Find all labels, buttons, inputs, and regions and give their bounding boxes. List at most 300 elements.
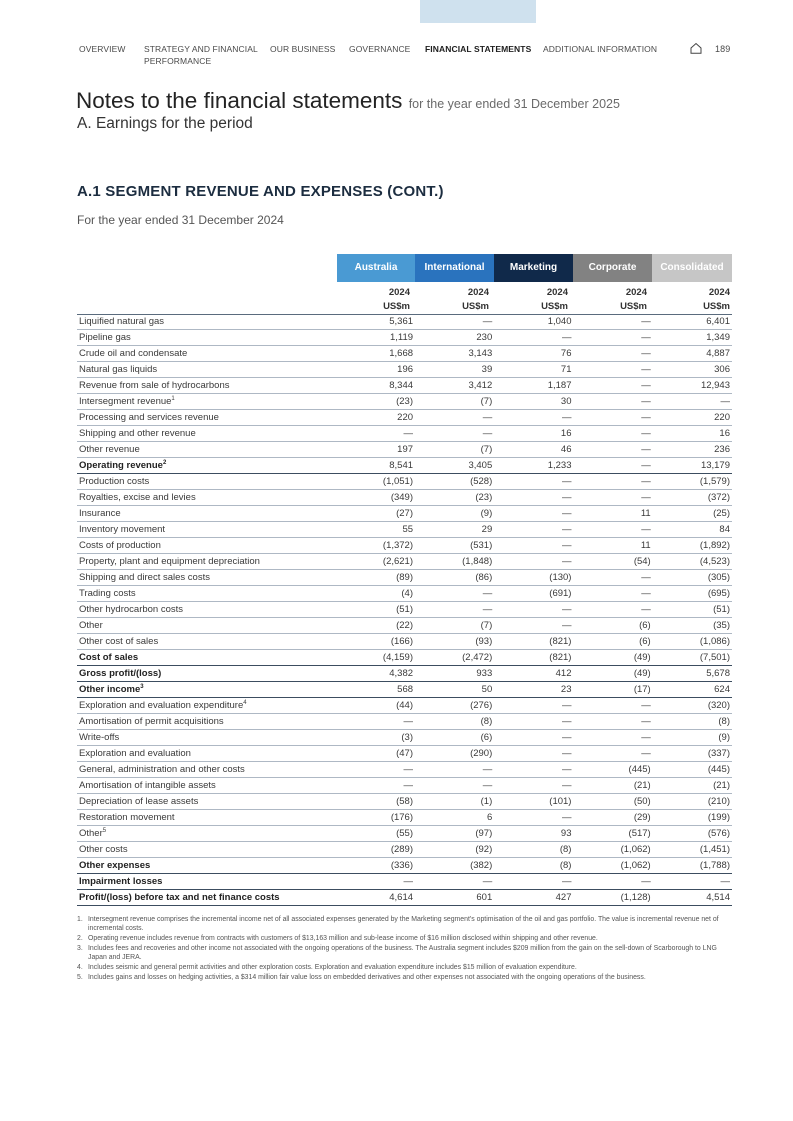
table-row [77, 778, 732, 794]
row-label-text: Shipping and direct sales costs [79, 572, 210, 583]
column-header-corporate: Corporate [573, 254, 652, 282]
cell-value: (691) [494, 586, 573, 602]
segment-table-body [77, 314, 732, 906]
cell-value: — [573, 874, 652, 890]
cell-value: 1,349 [653, 330, 732, 346]
cell-value: (289) [336, 842, 415, 858]
cell-value: 3,143 [415, 346, 494, 362]
row-label [77, 378, 336, 394]
cell-value: 71 [494, 362, 573, 378]
footnote-text: Includes seismic and general permit activities and other exploration costs. Exploration and evaluation expenditure includes $15 million of evaluation expenditure. [88, 964, 577, 971]
row-label [77, 330, 336, 346]
row-label [77, 698, 336, 714]
home-icon[interactable] [690, 42, 702, 54]
table-subtitle: For the year ended 31 December 2024 [77, 213, 284, 227]
cell-value: 29 [415, 522, 494, 538]
row-label-text: Property, plant and equipment depreciation [79, 556, 260, 567]
row-label-text: Impairment losses [79, 876, 163, 887]
cell-value: — [573, 442, 652, 458]
cell-value: (51) [653, 602, 732, 618]
cell-value: (531) [415, 538, 494, 554]
row-label-text: Inventory movement [79, 524, 166, 535]
row-label-text: General, administration and other costs [79, 764, 245, 775]
cell-value: (8) [494, 858, 573, 874]
table-row [77, 394, 732, 410]
row-label [77, 746, 336, 762]
cell-value: (49) [573, 666, 652, 682]
row-label [77, 362, 336, 378]
cell-value: (821) [494, 634, 573, 650]
row-label [77, 794, 336, 810]
row-label-text: Processing and services revenue [79, 412, 219, 423]
cell-value: (176) [336, 810, 415, 826]
row-label-text: Liquified natural gas [79, 316, 165, 327]
cell-value: (35) [653, 618, 732, 634]
cell-value: (290) [415, 746, 494, 762]
row-label [77, 426, 336, 442]
cell-value: (9) [653, 730, 732, 746]
footnote-ref: 5 [102, 827, 107, 834]
cell-value: — [494, 410, 573, 426]
row-label-text: Royalties, excise and levies [79, 492, 196, 503]
footnote-item [77, 973, 733, 982]
cell-value: — [573, 698, 652, 714]
cell-value: 8,344 [336, 378, 415, 394]
cell-value: — [336, 762, 415, 778]
cell-value: (7) [415, 618, 494, 634]
cell-value: 601 [415, 890, 494, 906]
cell-value: 30 [494, 394, 573, 410]
cell-value: — [573, 714, 652, 730]
table-row [77, 506, 732, 522]
nav-governance[interactable]: GOVERNANCE [349, 44, 411, 54]
cell-value: 6,401 [653, 314, 732, 330]
cell-value: (86) [415, 570, 494, 586]
row-label [77, 666, 336, 682]
footnote-ref: 3 [140, 683, 144, 690]
cell-value: 4,514 [653, 890, 732, 906]
cell-value: 236 [653, 442, 732, 458]
cell-value: (7,501) [653, 650, 732, 666]
unit-label: US$m [383, 301, 410, 312]
row-label [77, 762, 336, 778]
row-label [77, 410, 336, 426]
cell-value: (51) [336, 602, 415, 618]
row-label-text: Exploration and evaluation [79, 748, 191, 759]
row-label-text: Profit/(loss) before tax and net finance costs [79, 892, 280, 903]
cell-value: — [573, 746, 652, 762]
year-label: 2024 [708, 287, 730, 298]
row-label-text: Other revenue [79, 444, 140, 455]
cell-value: (29) [573, 810, 652, 826]
cell-value: — [415, 762, 494, 778]
cell-value: — [336, 426, 415, 442]
footnote-number: 1. [77, 916, 83, 923]
cell-value: — [573, 586, 652, 602]
row-label [77, 650, 336, 666]
cell-value: (1,788) [653, 858, 732, 874]
table-row [77, 618, 732, 634]
table-row [77, 730, 732, 746]
cell-value: 197 [336, 442, 415, 458]
cell-value: 6 [415, 810, 494, 826]
cell-value: 8,541 [336, 458, 415, 474]
cell-value: 50 [415, 682, 494, 698]
table-row [77, 538, 732, 554]
cell-value: — [494, 778, 573, 794]
cell-value: (89) [336, 570, 415, 586]
table-row [77, 762, 732, 778]
row-label [77, 714, 336, 730]
row-label [77, 634, 336, 650]
cell-value: (27) [336, 506, 415, 522]
cell-value: (1,086) [653, 634, 732, 650]
row-label [77, 314, 336, 330]
cell-value: (8) [494, 842, 573, 858]
cell-value: (2,621) [336, 554, 415, 570]
footnote-number: 3. [77, 945, 83, 952]
row-label-text: Shipping and other revenue [79, 428, 196, 439]
row-label-text: Other costs [79, 844, 128, 855]
footnote-item [77, 915, 733, 933]
cell-value: — [573, 730, 652, 746]
cell-value: (50) [573, 794, 652, 810]
cell-value: 220 [653, 410, 732, 426]
row-label [77, 842, 336, 858]
cell-value: (1,128) [573, 890, 652, 906]
row-label-text: Other cost of sales [79, 636, 159, 647]
table-row [77, 362, 732, 378]
row-label-text: Amortisation of intangible assets [79, 780, 216, 791]
cell-value: (7) [415, 442, 494, 458]
row-label-text: Other hydrocarbon costs [79, 604, 184, 615]
cell-value: 11 [573, 506, 652, 522]
footnote-ref: 4 [243, 699, 247, 706]
row-label-text: Revenue from sale of hydrocarbons [79, 380, 230, 391]
cell-value: 55 [336, 522, 415, 538]
table-row [77, 842, 732, 858]
table-heading: A.1 SEGMENT REVENUE AND EXPENSES (CONT.) [77, 183, 444, 200]
cell-value: 39 [415, 362, 494, 378]
table-row [77, 874, 732, 890]
footnote-item [77, 934, 733, 943]
nav-financial-statements[interactable]: FINANCIAL STATEMENTS [425, 44, 532, 54]
row-label [77, 522, 336, 538]
cell-value: — [494, 538, 573, 554]
cell-value: (1,372) [336, 538, 415, 554]
cell-value: — [573, 378, 652, 394]
cell-value: 46 [494, 442, 573, 458]
cell-value: (49) [573, 650, 652, 666]
cell-value: 3,405 [415, 458, 494, 474]
unit-label: US$m [620, 301, 647, 312]
row-label [77, 394, 336, 410]
cell-value: 16 [653, 426, 732, 442]
unit-label: US$m [462, 301, 489, 312]
cell-value: — [573, 346, 652, 362]
title-period: for the year ended 31 December 2025 [408, 97, 620, 111]
cell-value: 306 [653, 362, 732, 378]
cell-value: (6) [573, 618, 652, 634]
title-main: Notes to the financial statements [76, 88, 403, 113]
cell-value: — [573, 602, 652, 618]
row-label-text: Intersegment revenue [79, 396, 172, 408]
row-label-text: Production costs [79, 476, 150, 487]
footnote-ref: 2 [162, 459, 167, 466]
table-row [77, 714, 732, 730]
footnote-number: 4. [77, 964, 83, 971]
nav-overview[interactable]: OVERVIEW [79, 44, 126, 54]
cell-value: — [573, 474, 652, 490]
cell-value: 196 [336, 362, 415, 378]
cell-value: — [573, 522, 652, 538]
cell-value: (21) [573, 778, 652, 794]
cell-value: (1) [415, 794, 494, 810]
nav-strategy[interactable]: STRATEGY AND FINANCIAL PERFORMANCE [144, 44, 258, 66]
cell-value: (1,062) [573, 858, 652, 874]
row-label [77, 778, 336, 794]
table-row [77, 426, 732, 442]
footnote-number: 2. [77, 935, 83, 942]
cell-value: (2,472) [415, 650, 494, 666]
section-title: A. Earnings for the period [77, 115, 253, 132]
cell-value: — [573, 362, 652, 378]
row-label-text: Exploration and evaluation expenditure [79, 700, 244, 712]
cell-value: (199) [653, 810, 732, 826]
cell-value: — [336, 778, 415, 794]
nav-our-business[interactable]: OUR BUSINESS [270, 44, 336, 54]
year-label: 2024 [467, 287, 489, 298]
cell-value: — [494, 746, 573, 762]
cell-value: — [573, 330, 652, 346]
cell-value: — [653, 874, 732, 890]
cell-value: (4,523) [653, 554, 732, 570]
table-row [77, 554, 732, 570]
cell-value: 11 [573, 538, 652, 554]
cell-value: (445) [573, 762, 652, 778]
cell-value: 568 [336, 682, 415, 698]
cell-value: (22) [336, 618, 415, 634]
cell-value: (9) [415, 506, 494, 522]
cell-value: (25) [653, 506, 732, 522]
table-row [77, 698, 732, 714]
footnote-item [77, 944, 733, 962]
table-row [77, 410, 732, 426]
cell-value: (1,051) [336, 474, 415, 490]
cell-value: — [494, 474, 573, 490]
table-row [77, 666, 732, 682]
cell-value: (92) [415, 842, 494, 858]
cell-value: — [415, 314, 494, 330]
cell-value: (1,579) [653, 474, 732, 490]
table-row [77, 346, 732, 362]
table-row [77, 890, 732, 906]
table-row [77, 794, 732, 810]
cell-value: (382) [415, 858, 494, 874]
cell-value: 1,233 [494, 458, 573, 474]
cell-value: (6) [415, 730, 494, 746]
cell-value: (130) [494, 570, 573, 586]
cell-value: (55) [336, 826, 415, 842]
cell-value: 4,382 [336, 666, 415, 682]
cell-value: (1,451) [653, 842, 732, 858]
row-label-text: Other expenses [79, 860, 151, 871]
row-label [77, 442, 336, 458]
row-label [77, 458, 336, 474]
column-header-marketing: Marketing [494, 254, 573, 282]
footnote-text: Intersegment revenue comprises the incremental income net of all associated expenses generated by the Marketing segment’s optimisation of the oil and gas portfolio. The value is incremental revenue net of incremental costs. [88, 916, 719, 932]
cell-value: (44) [336, 698, 415, 714]
cell-value: — [494, 554, 573, 570]
cell-value: (821) [494, 650, 573, 666]
cell-value: — [415, 586, 494, 602]
cell-value: — [415, 874, 494, 890]
table-row [77, 634, 732, 650]
cell-value: 1,040 [494, 314, 573, 330]
row-label-text: Depreciation of lease assets [79, 796, 199, 807]
cell-value: — [494, 618, 573, 634]
cell-value: (23) [336, 394, 415, 410]
cell-value: — [573, 426, 652, 442]
row-label-text: Other [79, 620, 103, 631]
cell-value: — [494, 506, 573, 522]
cell-value: (1,848) [415, 554, 494, 570]
table-row [77, 810, 732, 826]
cell-value: (695) [653, 586, 732, 602]
cell-value: 4,614 [336, 890, 415, 906]
cell-value: 5,361 [336, 314, 415, 330]
row-label-text: Insurance [79, 508, 121, 519]
cell-value: (7) [415, 394, 494, 410]
cell-value: — [336, 874, 415, 890]
year-label: 2024 [546, 287, 568, 298]
row-label [77, 826, 336, 842]
cell-value: (166) [336, 634, 415, 650]
cell-value: (8) [653, 714, 732, 730]
cell-value: 4,887 [653, 346, 732, 362]
top-navigation [79, 43, 731, 73]
cell-value: (4) [336, 586, 415, 602]
page-title [76, 88, 620, 114]
table-row [77, 826, 732, 842]
cell-value: — [494, 874, 573, 890]
cell-value: — [494, 762, 573, 778]
row-label-text: Other [79, 828, 103, 840]
unit-label: US$m [541, 301, 568, 312]
row-label [77, 346, 336, 362]
cell-value: (23) [415, 490, 494, 506]
footnote-text: Includes fees and recoveries and other income not associated with the ongoing operations of the business. The Australia segment includes $209 million from the gain on the sell-down of Scarborough to LNG Japan and JERA. [88, 945, 717, 961]
row-label [77, 682, 336, 698]
cell-value: — [573, 410, 652, 426]
cell-value: (210) [653, 794, 732, 810]
cell-value: (1,062) [573, 842, 652, 858]
table-row [77, 378, 732, 394]
cell-value: 412 [494, 666, 573, 682]
table-row [77, 490, 732, 506]
cell-value: 76 [494, 346, 573, 362]
cell-value: (576) [653, 826, 732, 842]
row-label [77, 538, 336, 554]
cell-value: (4,159) [336, 650, 415, 666]
cell-value: — [415, 410, 494, 426]
row-label [77, 810, 336, 826]
row-label [77, 570, 336, 586]
cell-value: — [653, 394, 732, 410]
segment-table [77, 314, 732, 906]
cell-value: 93 [494, 826, 573, 842]
cell-value: 5,678 [653, 666, 732, 682]
row-label [77, 618, 336, 634]
cell-value: — [573, 314, 652, 330]
cell-value: (1,892) [653, 538, 732, 554]
row-label-text: Operating revenue [79, 460, 163, 472]
cell-value: (337) [653, 746, 732, 762]
row-label [77, 730, 336, 746]
table-row [77, 682, 732, 698]
cell-value: 12,943 [653, 378, 732, 394]
row-label [77, 554, 336, 570]
cell-value: — [415, 778, 494, 794]
cell-value: (528) [415, 474, 494, 490]
cell-value: (320) [653, 698, 732, 714]
cell-value: (336) [336, 858, 415, 874]
cell-value: (17) [573, 682, 652, 698]
table-row [77, 858, 732, 874]
cell-value: 1,668 [336, 346, 415, 362]
cell-value: — [573, 490, 652, 506]
row-label-text: Restoration movement [79, 812, 175, 823]
nav-additional-information[interactable]: ADDITIONAL INFORMATION [543, 44, 658, 54]
cell-value: — [494, 522, 573, 538]
cell-value: — [494, 810, 573, 826]
row-label-text: Natural gas liquids [79, 364, 158, 375]
row-label [77, 858, 336, 874]
row-label-text: Crude oil and condensate [79, 348, 188, 359]
page-number: 189 [715, 44, 731, 54]
cell-value: (47) [336, 746, 415, 762]
cell-value: (372) [653, 490, 732, 506]
cell-value: 3,412 [415, 378, 494, 394]
cell-value: (21) [653, 778, 732, 794]
row-label-text: Gross profit/(loss) [79, 668, 162, 679]
row-label [77, 586, 336, 602]
cell-value: (8) [415, 714, 494, 730]
cell-value: — [573, 458, 652, 474]
cell-value: 624 [653, 682, 732, 698]
cell-value: — [494, 698, 573, 714]
year-label: 2024 [388, 287, 410, 298]
table-row [77, 314, 732, 330]
column-header-international: International [415, 254, 494, 282]
footnote-item [77, 963, 733, 972]
cell-value: 933 [415, 666, 494, 682]
cell-value: — [494, 730, 573, 746]
table-row [77, 330, 732, 346]
cell-value: — [494, 490, 573, 506]
row-label [77, 506, 336, 522]
row-label-text: Other income [79, 684, 141, 696]
row-label [77, 890, 336, 906]
cell-value: (276) [415, 698, 494, 714]
table-row [77, 458, 732, 474]
unit-label: US$m [703, 301, 730, 312]
row-label [77, 490, 336, 506]
cell-value: 1,187 [494, 378, 573, 394]
cell-value: 16 [494, 426, 573, 442]
column-header-australia: Australia [337, 254, 415, 282]
row-label-text: Pipeline gas [79, 332, 131, 343]
